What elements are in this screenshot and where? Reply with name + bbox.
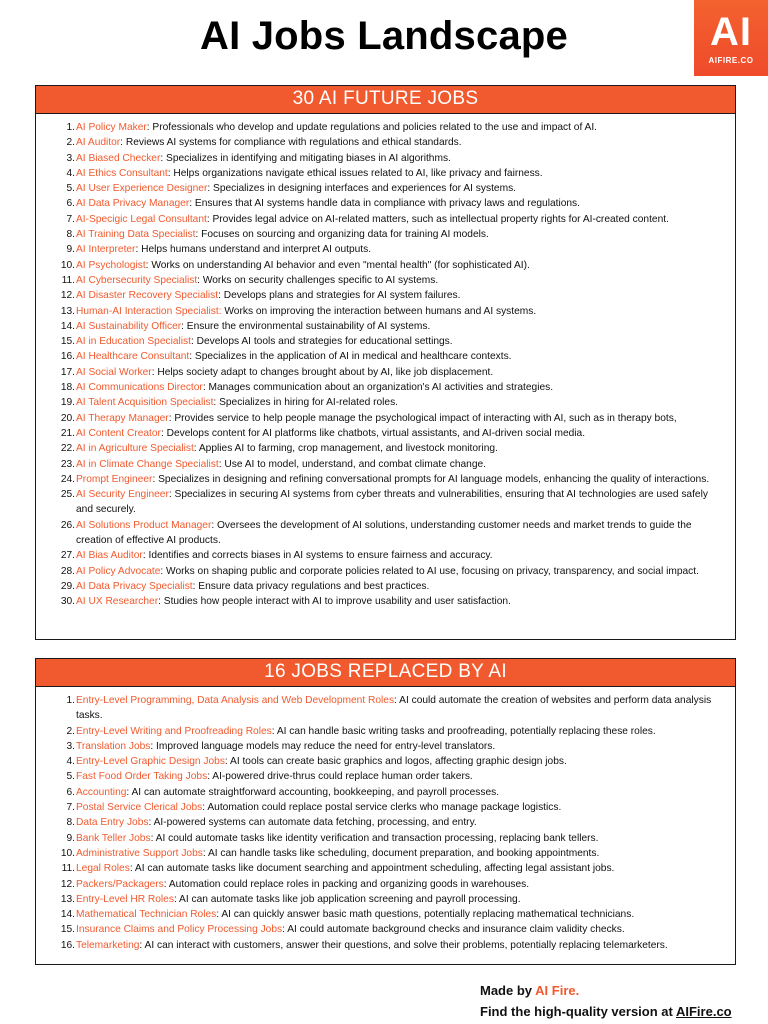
item-number: 6. (66, 786, 75, 798)
item-number: 9. (66, 244, 75, 256)
list-item (50, 754, 721, 769)
item-body (76, 831, 721, 846)
item-number: 17. (60, 366, 75, 378)
item-body (76, 319, 721, 334)
job-title: AI UX Researcher (76, 596, 159, 608)
list-item (50, 487, 721, 518)
list-item (50, 579, 721, 594)
item-number: 14. (60, 320, 75, 332)
job-description: : Works on understanding AI behavior and even "mental health" (for sophisticated AI). (145, 259, 530, 271)
list-item (50, 922, 721, 937)
job-description: : Focuses on sourcing and organizing data for training AI models. (195, 229, 489, 241)
item-number: 8. (66, 817, 75, 829)
list-item (50, 846, 721, 861)
item-body (76, 135, 721, 150)
item-body (76, 724, 721, 739)
job-title: Legal Roles (76, 863, 130, 875)
job-title: AI in Agriculture Specialist (76, 443, 194, 455)
item-number: 9. (66, 832, 75, 844)
list-item (50, 938, 721, 953)
job-title: AI Ethics Consultant (76, 167, 168, 179)
job-description: : Identifies and corrects biases in AI systems to ensure fairness and accuracy. (142, 550, 493, 562)
list-item (50, 334, 721, 349)
item-number: 14. (60, 909, 75, 921)
list-item (50, 411, 721, 426)
list-item (50, 426, 721, 441)
job-title: Data Entry Jobs (76, 817, 149, 829)
list-item (50, 518, 721, 549)
item-body (76, 815, 721, 830)
item-number: 1. (66, 122, 75, 133)
made-by-name: AI Fire. (535, 983, 580, 998)
list-item (50, 861, 721, 876)
item-body (76, 258, 721, 273)
job-description: Works on improving the interaction between humans and AI systems. (221, 305, 537, 317)
item-body (76, 739, 721, 754)
job-title: AI in Education Specialist (76, 336, 191, 348)
item-body (76, 334, 721, 349)
list-item (50, 441, 721, 456)
item-number: 12. (60, 290, 75, 302)
job-title: AI Biased Checker (76, 152, 161, 164)
job-description: : Works on shaping public and corporate policies related to AI use, focusing on privacy, transparency, and social impact. (160, 565, 699, 577)
job-title: AI Social Worker (76, 366, 152, 378)
job-title: AI Security Engineer (76, 489, 169, 501)
job-description: : Reviews AI systems for compliance with regulations and ethical standards. (120, 137, 462, 149)
item-number: 30. (60, 596, 75, 608)
job-title: Bank Teller Jobs (76, 832, 151, 844)
item-body (76, 518, 721, 549)
item-number: 8. (66, 229, 75, 241)
job-title: Mathematical Technician Roles (76, 909, 217, 921)
item-body (76, 548, 721, 563)
list-item (50, 151, 721, 166)
job-description: : Ensures that AI systems handle data in compliance with privacy laws and regulations. (189, 198, 580, 210)
list-item (50, 196, 721, 211)
item-body (76, 380, 721, 395)
job-title: AI Auditor (76, 137, 121, 149)
list-item (50, 877, 721, 892)
job-description: : Specializes in the application of AI in medical and healthcare contexts. (189, 351, 512, 363)
job-title: AI Solutions Product Manager (76, 519, 212, 531)
list-item (50, 739, 721, 754)
job-title: AI Policy Advocate (76, 565, 161, 577)
job-description: : Studies how people interact with AI to improve usability and user satisfaction. (158, 596, 511, 608)
job-title: AI Communications Director (76, 382, 203, 394)
job-description: : AI could automate background checks and insurance claim validity checks. (282, 924, 625, 936)
item-body (76, 426, 721, 441)
item-number: 2. (66, 725, 75, 737)
item-number: 4. (66, 167, 75, 179)
job-title: Packers/Packagers (76, 878, 164, 890)
item-body (76, 800, 721, 815)
list-item (50, 120, 721, 135)
job-title: AI Interpreter (76, 244, 136, 256)
job-description: : Develops plans and strategies for AI system failures. (218, 290, 461, 302)
item-body (76, 227, 721, 242)
future-jobs-heading: 30 AI FUTURE JOBS (36, 86, 735, 114)
list-item (50, 258, 721, 273)
job-description: : AI can handle basic writing tasks and proofreading, potentially replacing these roles. (271, 725, 656, 737)
job-description: : AI can interact with customers, answer their questions, and solve their problems, potentially replacing telemarketers. (139, 939, 668, 951)
item-number: 10. (60, 259, 75, 271)
job-description: : Improved language models may reduce the need for entry-level translators. (150, 740, 496, 752)
list-item (50, 365, 721, 380)
item-body (76, 487, 721, 518)
job-title: AI Healthcare Consultant (76, 351, 190, 363)
item-number: 26. (60, 519, 75, 531)
list-item (50, 548, 721, 563)
item-body (76, 212, 721, 227)
item-number: 20. (60, 412, 75, 424)
job-title: AI Sustainability Officer (76, 320, 182, 332)
job-title: AI User Experience Designer (76, 183, 208, 195)
job-description: : AI can handle tasks like scheduling, document preparation, and booking appointments. (202, 847, 600, 859)
list-item (50, 815, 721, 830)
item-body (76, 922, 721, 937)
item-body (76, 151, 721, 166)
item-number: 5. (66, 183, 75, 195)
list-item (50, 785, 721, 800)
item-body (76, 288, 721, 303)
item-number: 3. (66, 740, 75, 752)
list-item (50, 212, 721, 227)
footer (480, 980, 732, 1022)
job-title: AI Policy Maker (76, 122, 147, 133)
item-number: 27. (60, 550, 75, 562)
future-jobs-section (35, 85, 736, 640)
job-title: Translation Jobs (76, 740, 151, 752)
item-body (76, 785, 721, 800)
job-title: Human-AI Interaction Specialist: (76, 305, 222, 317)
item-body (76, 564, 721, 579)
job-title: Entry-Level Programming, Data Analysis and Web Development Roles (76, 695, 395, 706)
list-item (50, 724, 721, 739)
item-body (76, 861, 721, 876)
job-description: : AI could automate tasks like identity verification and transaction processing, replacing bank tellers. (150, 832, 599, 844)
item-number: 28. (60, 565, 75, 577)
job-title: AI in Climate Change Specialist (76, 458, 219, 470)
item-body (76, 907, 721, 922)
job-description: : Develops AI tools and strategies for educational settings. (190, 336, 453, 348)
job-description: : AI can quickly answer basic math questions, potentially replacing mathematical technicians. (216, 909, 635, 921)
job-title: AI-Specigic Legal Consultant (76, 213, 207, 225)
job-title: Entry-Level Graphic Design Jobs (76, 756, 225, 768)
job-title: AI Cybersecurity Specialist (76, 274, 198, 286)
item-body (76, 395, 721, 410)
logo-subtitle: AIFIRE.CO (708, 56, 754, 65)
item-number: 15. (60, 336, 75, 348)
job-description: : AI can automate tasks like job application screening and payroll processing. (173, 893, 521, 905)
item-body (76, 273, 721, 288)
job-description: : Specializes in hiring for AI-related roles. (213, 397, 399, 409)
list-item (50, 380, 721, 395)
job-description: : Specializes in designing interfaces and experiences for AI systems. (207, 183, 516, 195)
item-body (76, 411, 721, 426)
job-description: : AI-powered drive-thrus could replace human order takers. (207, 771, 473, 783)
item-body (76, 304, 721, 319)
item-number: 21. (60, 427, 75, 439)
list-item (50, 288, 721, 303)
item-number: 24. (60, 473, 75, 485)
job-description: : Oversees the development of AI solutions, understanding customer needs and market trends to guide the creation of effective AI products. (76, 519, 692, 547)
find-prefix: Find the high-quality version at (480, 1004, 676, 1019)
item-body (76, 242, 721, 257)
list-item (50, 273, 721, 288)
item-number: 19. (60, 397, 75, 409)
job-title: AI Bias Auditor (76, 550, 143, 562)
list-item (50, 181, 721, 196)
page-title: AI Jobs Landscape (200, 14, 568, 58)
job-description: : Helps humans understand and interpret AI outputs. (135, 244, 372, 256)
item-number: 22. (60, 443, 75, 455)
job-description: : Helps society adapt to changes brought about by AI, like job displacement. (151, 366, 494, 378)
job-title: Accounting (76, 786, 127, 798)
list-item (50, 693, 721, 724)
job-description: : Use AI to model, understand, and combat climate change. (218, 458, 486, 470)
item-number: 11. (61, 863, 75, 875)
job-title: AI Therapy Manager (76, 412, 169, 424)
list-item (50, 892, 721, 907)
job-title: Entry-Level HR Roles (76, 893, 174, 905)
item-body (76, 892, 721, 907)
list-item (50, 769, 721, 784)
item-body (76, 365, 721, 380)
aifire-logo[interactable] (694, 0, 768, 76)
item-body (76, 472, 721, 487)
item-number: 3. (66, 152, 75, 164)
job-description: : AI tools can create basic graphics and logos, affecting graphic design jobs. (224, 756, 567, 768)
item-body (76, 196, 721, 211)
job-title: Postal Service Clerical Jobs (76, 802, 203, 814)
item-number: 13. (60, 893, 75, 905)
job-title: Telemarketing (76, 939, 140, 951)
job-description: : AI can automate straightforward accounting, bookkeeping, and payroll processes. (126, 786, 500, 798)
job-description: : Manages communication about an organization's AI activities and strategies. (202, 382, 554, 394)
job-description: : Specializes in identifying and mitigating biases in AI algorithms. (160, 152, 451, 164)
job-title: Fast Food Order Taking Jobs (76, 771, 208, 783)
item-body (76, 877, 721, 892)
item-body (76, 579, 721, 594)
item-number: 5. (66, 771, 75, 783)
list-item (50, 395, 721, 410)
job-title: Insurance Claims and Policy Processing Jobs (76, 924, 283, 936)
job-description: : Helps organizations navigate ethical issues related to AI, like privacy and fairness. (167, 167, 543, 179)
job-description: : AI-powered systems can automate data fetching, processing, and entry. (148, 817, 477, 829)
item-body (76, 181, 721, 196)
job-title: AI Content Creator (76, 427, 161, 439)
replaced-jobs-section (35, 658, 736, 965)
list-item (50, 319, 721, 334)
job-title: Prompt Engineer (76, 473, 153, 485)
item-body (76, 457, 721, 472)
item-number: 12. (60, 878, 75, 890)
list-item (50, 135, 721, 150)
item-body (76, 754, 721, 769)
list-item (50, 831, 721, 846)
job-description: : Develops content for AI platforms like chatbots, virtual assistants, and AI-driven social media. (160, 427, 586, 439)
item-number: 25. (60, 489, 75, 501)
job-title: Entry-Level Writing and Proofreading Roles (76, 725, 272, 737)
list-item (50, 349, 721, 364)
job-description: : Automation could replace postal service clerks who manage package logistics. (202, 802, 562, 814)
list-item (50, 472, 721, 487)
item-number: 13. (60, 305, 75, 317)
job-title: AI Talent Acquisition Specialist (76, 397, 214, 409)
job-description: : Provides legal advice on AI-related matters, such as intellectual property rights for AI-created content. (206, 213, 669, 225)
item-body (76, 166, 721, 181)
list-item (50, 907, 721, 922)
item-body (76, 594, 721, 609)
item-number: 1. (66, 695, 75, 706)
made-by-prefix: Made by (480, 983, 536, 998)
item-number: 4. (66, 756, 75, 768)
list-item (50, 304, 721, 319)
item-number: 15. (60, 924, 75, 936)
made-by-line (480, 980, 732, 1001)
list-item (50, 800, 721, 815)
job-description: : Specializes in designing and refining conversational prompts for AI language models, enhancing the quality of interactions. (152, 473, 710, 485)
item-number: 6. (66, 198, 75, 210)
job-title: Administrative Support Jobs (76, 847, 203, 859)
item-body (76, 846, 721, 861)
job-title: AI Data Privacy Manager (76, 198, 190, 210)
job-description: : Specializes in securing AI systems from cyber threats and vulnerabilities, ensuring that AI technologies are used safely and securely. (76, 489, 708, 516)
job-description: : AI could automate the creation of websites and perform data analysis tasks. (76, 695, 712, 722)
job-description: : AI can automate tasks like document searching and appointment scheduling, affecting legal assistant jobs. (129, 863, 615, 875)
item-number: 16. (60, 939, 75, 951)
logo-mark: AI (710, 10, 752, 54)
item-body (76, 120, 721, 135)
item-body (76, 441, 721, 456)
item-number: 11. (61, 274, 75, 286)
item-body (76, 769, 721, 784)
item-number: 18. (60, 382, 75, 394)
item-number: 16. (60, 351, 75, 363)
job-description: : Automation could replace roles in packing and organizing goods in warehouses. (163, 878, 530, 890)
list-item (50, 227, 721, 242)
find-line (480, 1001, 732, 1022)
item-number: 29. (60, 580, 75, 592)
item-body (76, 693, 721, 724)
job-description: : Applies AI to farming, crop management, and livestock monitoring. (193, 443, 498, 455)
job-title: AI Psychologist (76, 259, 146, 271)
job-description: : Ensure the environmental sustainability of AI systems. (181, 320, 431, 332)
list-item (50, 594, 721, 609)
job-title: AI Data Privacy Specialist (76, 580, 193, 592)
list-item (50, 564, 721, 579)
job-description: : Professionals who develop and update regulations and policies related to the use and impact of AI. (146, 122, 598, 133)
item-number: 2. (66, 137, 75, 149)
list-item (50, 457, 721, 472)
replaced-jobs-list (36, 687, 735, 959)
job-description: : Provides service to help people manage the psychological impact of interacting with AI, such as in therapy bots, (168, 412, 677, 424)
job-title: AI Training Data Specialist (76, 229, 196, 241)
item-number: 7. (66, 802, 75, 814)
job-description: : Ensure data privacy regulations and best practices. (192, 580, 430, 592)
aifire-link[interactable]: AIFire.co (675, 1004, 732, 1019)
item-number: 7. (66, 213, 75, 225)
item-number: 23. (60, 458, 75, 470)
item-number: 10. (60, 847, 75, 859)
list-item (50, 166, 721, 181)
list-item (50, 242, 721, 257)
job-description: : Works on security challenges specific to AI systems. (197, 274, 439, 286)
item-body (76, 349, 721, 364)
future-jobs-list (36, 114, 735, 616)
replaced-jobs-heading: 16 JOBS REPLACED BY AI (36, 659, 735, 687)
item-body (76, 938, 721, 953)
job-title: AI Disaster Recovery Specialist (76, 290, 219, 302)
